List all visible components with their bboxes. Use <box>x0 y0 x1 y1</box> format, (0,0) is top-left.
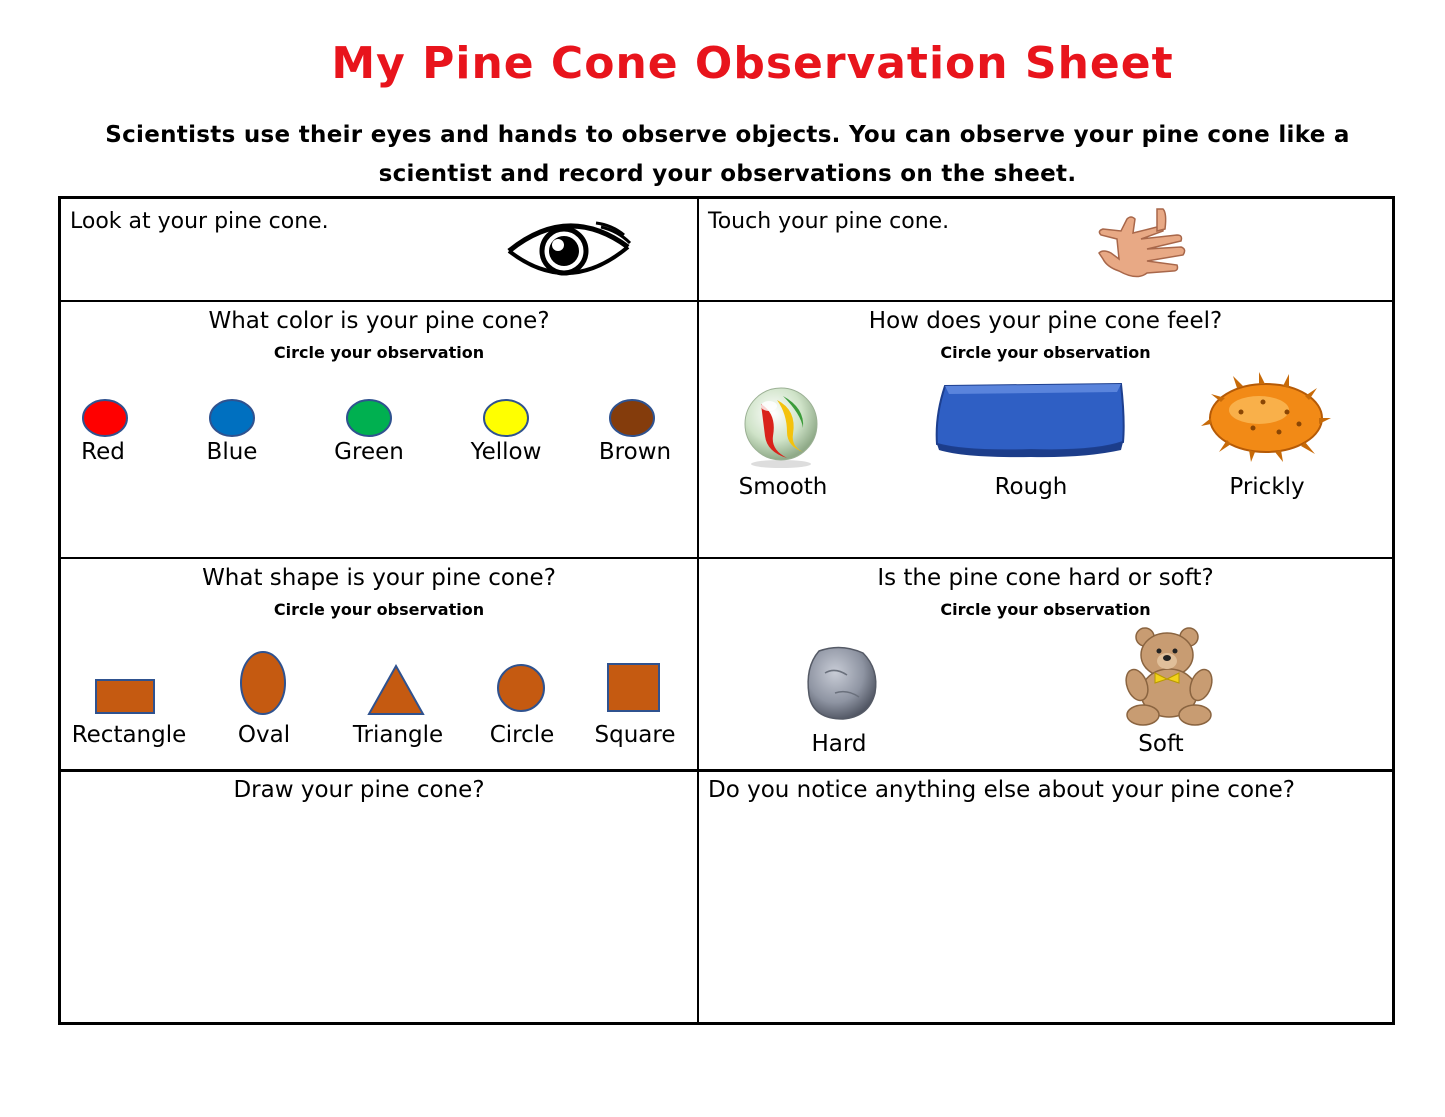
hardness-option-soft[interactable]: Soft <box>1138 731 1184 757</box>
feel-cell <box>699 302 1392 557</box>
touch-label: Touch your pine cone. <box>708 209 950 234</box>
hardness-cell <box>699 559 1392 769</box>
triangle-icon[interactable] <box>367 664 425 716</box>
rock-icon[interactable] <box>805 643 879 721</box>
oval-icon[interactable] <box>239 650 287 716</box>
feel-option-rough[interactable]: Rough <box>994 474 1068 500</box>
circle-icon[interactable] <box>496 663 546 713</box>
color-cell <box>61 302 697 557</box>
notice-question: Do you notice anything else about your pine cone? <box>708 777 1295 803</box>
spiky-fruit-icon[interactable] <box>1201 372 1331 462</box>
intro-text: Scientists use their eyes and hands to observe objects. You can observe your pine cone like a scientist and record your observations on the sheet. <box>105 122 1350 187</box>
shape-option-square[interactable]: Square <box>594 722 676 748</box>
color-option-green[interactable]: Green <box>334 439 404 465</box>
look-label: Look at your pine cone. <box>70 209 329 234</box>
color-question: What color is your pine cone? <box>208 308 550 334</box>
marble-icon[interactable] <box>743 384 821 468</box>
feel-question: How does your pine cone feel? <box>868 308 1223 334</box>
color-swatch-blue[interactable] <box>208 398 256 438</box>
shape-option-rectangle[interactable]: Rectangle <box>71 722 187 748</box>
color-option-blue[interactable]: Blue <box>206 439 258 465</box>
observation-grid <box>58 196 1395 1025</box>
color-option-yellow[interactable]: Yellow <box>470 439 542 465</box>
color-option-brown[interactable]: Brown <box>598 439 672 465</box>
feel-instruction: Circle your observation <box>940 343 1151 362</box>
notice-cell[interactable] <box>699 772 1392 1025</box>
shape-option-circle[interactable]: Circle <box>489 722 555 748</box>
touch-cell <box>699 199 1392 300</box>
draw-cell[interactable] <box>61 772 697 1025</box>
color-swatch-red[interactable] <box>81 398 129 438</box>
rectangle-icon[interactable] <box>95 679 155 715</box>
feel-option-prickly[interactable]: Prickly <box>1229 474 1305 500</box>
draw-question: Draw your pine cone? <box>233 777 485 803</box>
hardness-question: Is the pine cone hard or soft? <box>877 565 1214 591</box>
hand-icon <box>1097 209 1195 287</box>
square-icon[interactable] <box>607 663 661 713</box>
hardness-instruction: Circle your observation <box>940 600 1151 619</box>
shape-question: What shape is your pine cone? <box>202 565 556 591</box>
color-swatch-brown[interactable] <box>608 398 656 438</box>
color-swatch-yellow[interactable] <box>482 398 530 438</box>
eye-icon <box>506 217 631 283</box>
teddy-bear-icon[interactable] <box>1123 627 1215 725</box>
shape-instruction: Circle your observation <box>273 600 485 619</box>
shape-option-oval[interactable]: Oval <box>237 722 291 748</box>
page-title: My Pine Cone Observation Sheet <box>331 38 1174 89</box>
look-cell <box>61 199 697 300</box>
color-instruction: Circle your observation <box>273 343 485 362</box>
shape-option-triangle[interactable]: Triangle <box>352 722 444 748</box>
scrub-sponge-icon[interactable] <box>935 380 1127 458</box>
color-option-red[interactable]: Red <box>81 439 125 465</box>
feel-option-smooth[interactable]: Smooth <box>738 474 828 500</box>
shape-cell <box>61 559 697 769</box>
hardness-option-hard[interactable]: Hard <box>811 731 867 757</box>
color-swatch-green[interactable] <box>345 398 393 438</box>
